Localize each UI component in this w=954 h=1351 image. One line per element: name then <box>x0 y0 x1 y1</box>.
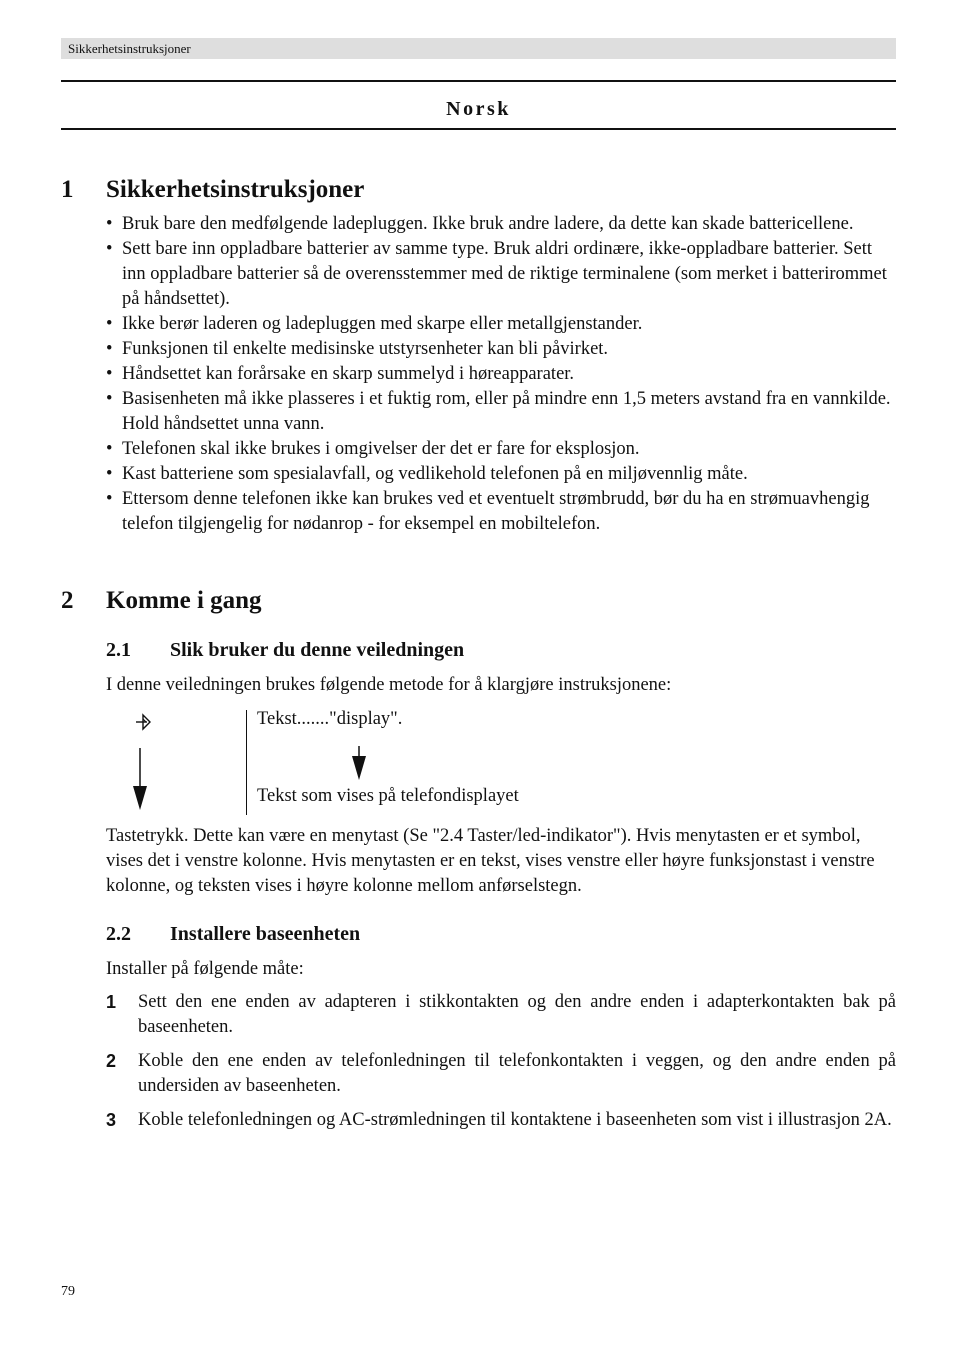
step-text: Koble telefonledningen og AC-strømledningen til kontaktene i baseenheten som vist i illustrasjon 2A. <box>138 1110 892 1130</box>
section-number: 2 <box>61 587 74 614</box>
list-item: • Basisenheten må ikke plasseres i et fuktig rom, eller på mindre enn 1,5 meters avstand fra en vannkilde. Hold håndsettet unna vann. <box>106 389 891 434</box>
running-header-title: Sikkerhetsinstruksjoner <box>68 41 191 56</box>
running-header <box>61 38 896 59</box>
step-text: Sett den ene enden av adapteren i stikkontakten og den andre enden i adapterkontakten bak på baseenheten. <box>138 992 896 1037</box>
list-item: • Ettersom denne telefonen ikke kan brukes ved et eventuelt strømbrudd, bør du ha en strømuavhengig telefon tilgjengelig for nødanrop - for eksempel en mobiltelefon. <box>106 489 870 534</box>
list-item: • Ikke berør laderen og ladepluggen med skarpe eller metallgjenstander. <box>106 314 643 334</box>
list-item: • Håndsettet kan forårsake en skarp summelyd i høreapparater. <box>106 364 575 384</box>
arrow-down-icon <box>130 748 150 810</box>
subsection-title: Slik bruker du denne veiledningen <box>170 639 465 661</box>
display-text-example: Tekst......."display". <box>257 709 403 729</box>
install-intro: Installer på følgende måte: <box>106 959 304 979</box>
list-item: • Funksjonen til enkelte medisinske utstyrsenheter kan bli påvirket. <box>106 339 609 359</box>
step-number: 1 <box>106 992 117 1012</box>
arrow-down-icon <box>349 746 369 780</box>
list-item <box>106 1049 896 1099</box>
step-number: 2 <box>106 1051 117 1071</box>
section-title: Komme i gang <box>106 587 262 614</box>
list-item: • Bruk bare den medfølgende ladepluggen. Ikke bruk andre ladere, da dette kan skade battericellene. <box>106 214 854 234</box>
divider <box>246 710 247 815</box>
safety-list <box>106 212 896 537</box>
list-item: • Kast batteriene som spesialavfall, og vedlikehold telefonen på en miljøvennlig måte. <box>106 464 748 484</box>
subsection-number: 2.2 <box>106 923 131 945</box>
subsection-title: Installere baseenheten <box>170 923 361 945</box>
intro-paragraph: I denne veiledningen brukes følgende metode for å klargjøre instruksjonene: <box>106 675 672 695</box>
explanation-paragraph: Tastetrykk. Dette kan være en menytast (Se "2.4 Taster/led-indikator"). Hvis menytasten er et symbol, vises det i venstre kolonne. Hvis menytasten er en tekst, vises venstre eller høyre funksjonstast i venstre kolonne, og teksten vises i høyre kolonne mellom anførselstegn. <box>106 826 875 896</box>
key-press-icon <box>134 712 154 732</box>
display-text-description: Tekst som vises på telefondisplayet <box>257 786 519 806</box>
list-item <box>106 1108 896 1133</box>
step-text: Koble den ene enden av telefonledningen til telefonkontakten i veggen, og den andre enden på undersiden av baseenheten. <box>138 1051 896 1096</box>
step-number: 3 <box>106 1110 117 1130</box>
page-number: 79 <box>61 1284 75 1299</box>
section-number: 1 <box>61 176 74 203</box>
list-item: • Sett bare inn oppladbare batterier av samme type. Bruk aldri ordinære, ikke-oppladbare batterier. Sett inn oppladbare batterier så de overensstemmer med de riktige terminalene (som merket i batterirommet på håndsettet). <box>106 239 887 309</box>
language-title: Norsk <box>446 98 511 120</box>
subsection-number: 2.1 <box>106 639 131 661</box>
section-title: Sikkerhetsinstruksjoner <box>106 176 365 203</box>
list-item: • Telefonen skal ikke brukes i omgivelser der det er fare for eksplosjon. <box>106 439 640 459</box>
divider <box>61 128 896 130</box>
divider <box>61 80 896 82</box>
list-item <box>106 990 896 1040</box>
